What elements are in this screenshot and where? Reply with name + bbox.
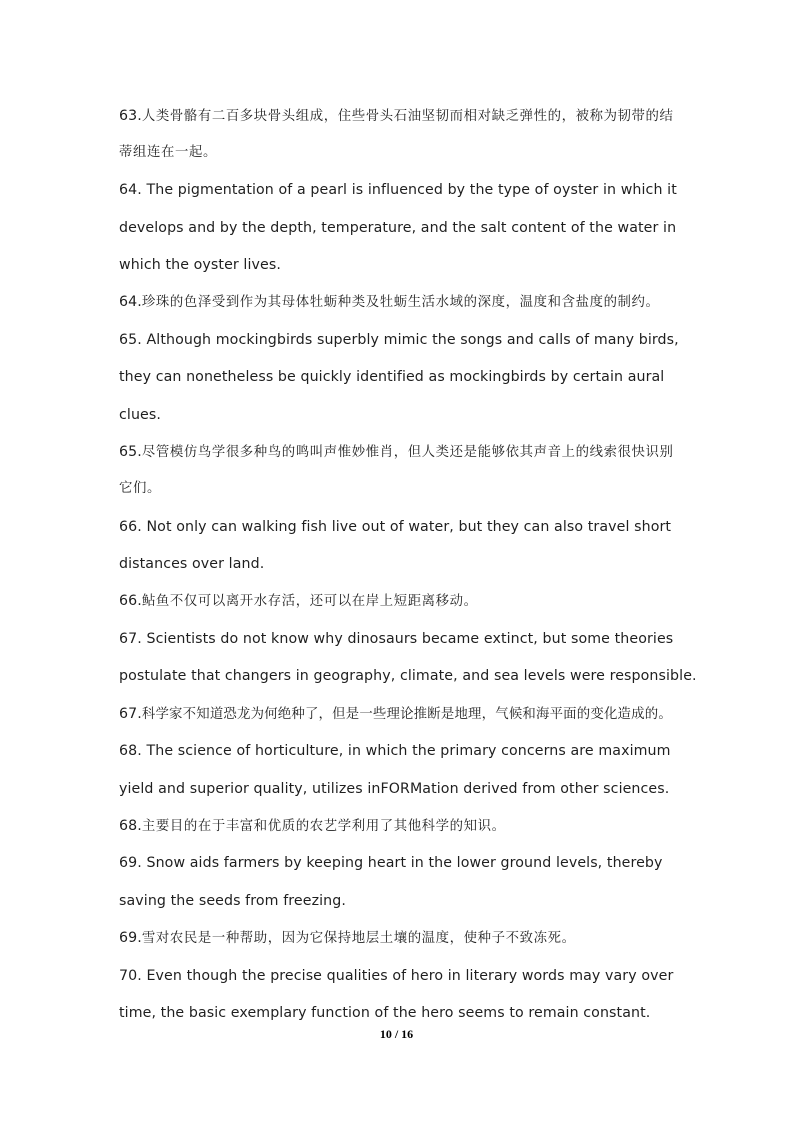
paragraph-67-en-line-2: postulate that changers in geography, climate, and sea levels were responsible. xyxy=(119,668,697,684)
paragraph-65-en-line-2: they can nonetheless be quickly identified as mockingbirds by certain aural xyxy=(119,369,665,385)
text: 尽管模仿鸟学很多种鸟的鸣叫声惟妙惟肖，但人类还是能够依其声音上的线索很快识别 xyxy=(141,445,674,460)
item-number: 65. xyxy=(119,444,142,460)
item-number: 67. xyxy=(119,706,142,722)
paragraph-65-en-line-1: 65. Although mockingbirds superbly mimic the songs and calls of many birds, xyxy=(119,332,679,348)
paragraph-64-en-line-2: develops and by the depth, temperature, and the salt content of the water in xyxy=(119,220,677,236)
text: 人类骨骼有二百多块骨头组成，住些骨头石油坚韧而相对缺乏弹性的，被称为韧带的结 xyxy=(141,109,674,124)
paragraph-64-en-line-3: which the oyster lives. xyxy=(119,257,281,273)
paragraph-66-en-line-1: 66. Not only can walking fish live out of water, but they can also travel short xyxy=(119,519,672,535)
item-number: 64. xyxy=(119,294,142,310)
paragraph-70-en-line-1: 70. Even though the precise qualities of hero in literary words may vary over xyxy=(119,968,674,984)
page-number: 10 / 16 xyxy=(379,1027,414,1041)
item-number: 63. xyxy=(119,108,142,124)
paragraph-64-zh-line-1 xyxy=(119,293,660,311)
paragraph-64-en-line-1: 64. The pigmentation of a pearl is influenced by the type of oyster in which it xyxy=(119,182,677,198)
paragraph-68-zh-line-1 xyxy=(119,817,506,835)
text: 主要目的在于丰富和优质的农艺学利用了其他科学的知识。 xyxy=(141,819,506,834)
paragraph-63-zh-line-1 xyxy=(119,107,674,125)
paragraph-69-zh-line-1 xyxy=(119,929,576,947)
paragraph-69-en-line-2: saving the seeds from freezing. xyxy=(119,893,346,909)
paragraph-67-en-line-1: 67. Scientists do not know why dinosaurs became extinct, but some theories xyxy=(119,631,674,647)
paragraph-66-zh-line-1 xyxy=(119,592,478,610)
paragraph-65-zh-line-1 xyxy=(119,443,674,461)
paragraph-67-zh-line-1 xyxy=(119,705,672,723)
item-number: 68. xyxy=(119,818,142,834)
text: 鲇鱼不仅可以离开水存活，还可以在岸上短距离移动。 xyxy=(141,594,478,609)
paragraph-65-en-line-3: clues. xyxy=(119,407,161,423)
text: 珍珠的色泽受到作为其母体牡蛎种类及牡蛎生活水域的深度，温度和含盐度的制约。 xyxy=(141,295,660,310)
paragraph-66-en-line-2: distances over land. xyxy=(119,556,265,572)
paragraph-65-zh-line-2: 它们。 xyxy=(119,481,161,496)
paragraph-68-en-line-1: 68. The science of horticulture, in which the primary concerns are maximum xyxy=(119,743,671,759)
text: 科学家不知道恐龙为何绝种了，但是一些理论推断是地理，气候和海平面的变化造成的。 xyxy=(141,707,672,722)
item-number: 69. xyxy=(119,930,142,946)
item-number: 66. xyxy=(119,593,142,609)
text: 雪对农民是一种帮助，因为它保持地层土壤的温度，使种子不致冻死。 xyxy=(141,931,576,946)
paragraph-69-en-line-1: 69. Snow aids farmers by keeping heart in the lower ground levels, thereby xyxy=(119,855,663,871)
paragraph-70-en-line-2: time, the basic exemplary function of the hero seems to remain constant. xyxy=(119,1005,651,1021)
paragraph-68-en-line-2: yield and superior quality, utilizes inFORMation derived from other sciences. xyxy=(119,781,670,797)
paragraph-63-zh-line-2: 蒂组连在一起。 xyxy=(119,145,217,160)
